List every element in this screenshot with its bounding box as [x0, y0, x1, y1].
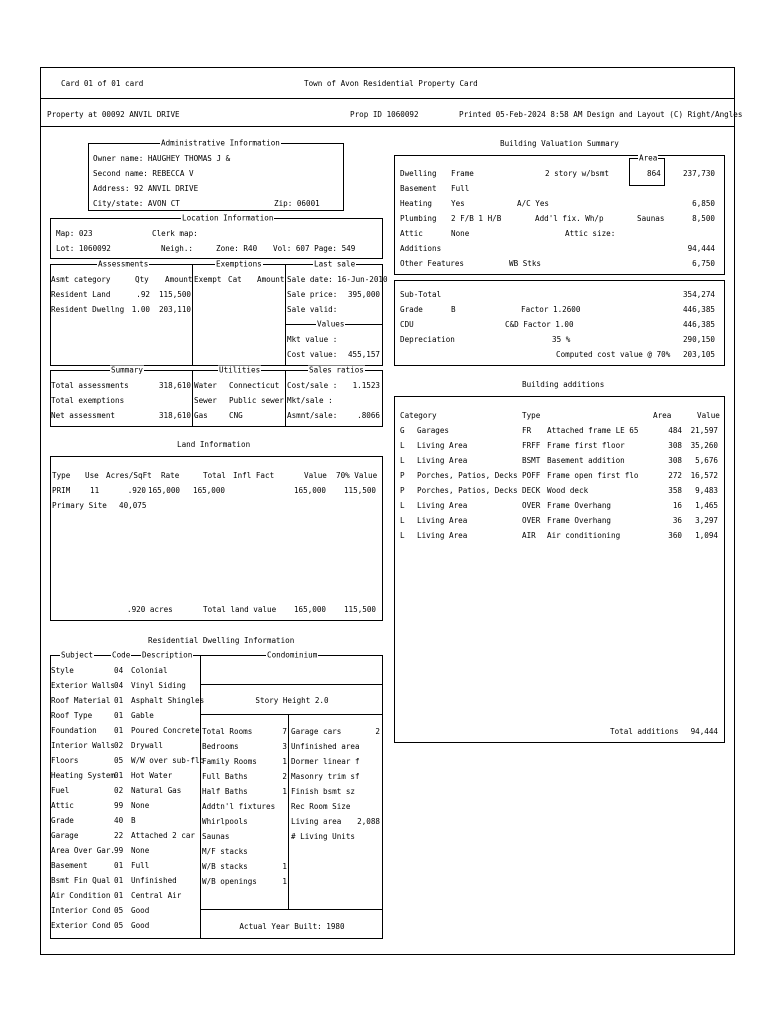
- subject-code: 04: [114, 681, 124, 690]
- sale-valid-label: Sale valid:: [287, 305, 338, 314]
- total-land-value: 165,000: [293, 605, 326, 614]
- cost-value: 455,157: [347, 350, 380, 359]
- subject-description: Natural Gas: [131, 786, 182, 795]
- subject-description: Hot Water: [131, 771, 173, 780]
- subject-code: 99: [114, 801, 124, 810]
- type-header: Type: [522, 411, 541, 420]
- sale-price-label: Sale price:: [287, 290, 338, 299]
- grade-cost: 446,385: [682, 305, 715, 314]
- valuation-description: 2 story w/bsmt: [545, 169, 610, 178]
- subject-code: 01: [114, 891, 124, 900]
- addition-category: Living Area: [417, 456, 468, 465]
- cost-sale: 1.1523: [352, 381, 380, 390]
- valuation-detail: Frame: [451, 169, 474, 178]
- addition-area: 16: [672, 501, 682, 510]
- card-number: Card 01 of 01 card: [61, 79, 144, 88]
- valuation-item: Other Features: [400, 259, 465, 268]
- addition-area: 36: [672, 516, 682, 525]
- utility-value: CNG: [229, 411, 243, 420]
- addition-value: 9,483: [695, 486, 718, 495]
- subject-header: Subject: [61, 650, 94, 660]
- mkt-sale-label: Mkt/sale :: [287, 396, 333, 405]
- room-label: Addtn'l fixtures: [202, 802, 276, 811]
- city-state: City/state: AVON CT: [93, 199, 180, 208]
- card-title: Town of Avon Residential Property Card: [304, 79, 478, 88]
- asmt-qty: 1.00: [131, 305, 150, 314]
- subject-description: Asphalt Shingles: [131, 696, 205, 705]
- land-total-header: Total: [203, 471, 226, 480]
- utility-value: Connecticut: [229, 381, 280, 390]
- addition-description: Frame Overhang: [547, 516, 612, 525]
- valuation-item: Heating: [400, 199, 433, 208]
- subject-description: None: [131, 846, 150, 855]
- land-type-header: Type: [52, 471, 71, 480]
- asmt-amount: 115,500: [158, 290, 191, 299]
- total-assessments: 318,610: [158, 381, 191, 390]
- grid-divider: [285, 370, 286, 427]
- valuation-item: Dwelling: [400, 169, 437, 178]
- subject-label: Style: [51, 666, 74, 675]
- assessments-title: Assessments: [98, 259, 149, 269]
- grid-divider: [288, 714, 289, 909]
- addition-type: DECK: [522, 486, 541, 495]
- addition-area: 484: [668, 426, 682, 435]
- land-use: 11: [90, 486, 100, 495]
- subject-label: Roof Type: [51, 711, 93, 720]
- addition-category: Porches, Patios, Decks: [417, 486, 518, 495]
- volume-page: Vol: 607 Page: 549: [273, 244, 356, 253]
- room-label: Total Rooms: [202, 727, 253, 736]
- property-address: Property at 00092 ANVIL DRIVE: [47, 110, 180, 119]
- subject-code: 05: [114, 921, 124, 930]
- total-additions-label: Total additions: [610, 727, 679, 736]
- subject-code: 01: [114, 861, 124, 870]
- land-acres-header: Acres/SqFt: [106, 471, 152, 480]
- utilities-title: Utilities: [219, 365, 261, 375]
- subject-label: Area Over Gar.: [51, 846, 116, 855]
- valuation-description: A/C Yes: [517, 199, 550, 208]
- addition-code: L: [400, 531, 405, 540]
- subject-label: Bsmt Fin Qual: [51, 876, 111, 885]
- subtotal: 354,274: [682, 290, 715, 299]
- addition-value: 21,597: [690, 426, 718, 435]
- subject-description: Unfinished: [131, 876, 177, 885]
- valuation-value: 237,730: [682, 169, 715, 178]
- subject-code: 99: [114, 846, 124, 855]
- land-value-header: Value: [304, 471, 327, 480]
- addition-description: Basement addition: [547, 456, 625, 465]
- asmt-sale: .8066: [357, 411, 380, 420]
- addition-code: L: [400, 456, 405, 465]
- valuation-value: 6,750: [692, 259, 715, 268]
- subject-description: Good: [131, 921, 150, 930]
- subject-code: 05: [114, 756, 124, 765]
- depreciation-cost: 290,150: [682, 335, 715, 344]
- land-type: PRIM: [52, 486, 71, 495]
- feature-label: Dormer linear f: [291, 757, 360, 766]
- subject-description: Central Air: [131, 891, 182, 900]
- addition-category: Living Area: [417, 441, 468, 450]
- room-label: Half Baths: [202, 787, 248, 796]
- room-label: M/F stacks: [202, 847, 248, 856]
- subject-code: 02: [114, 741, 124, 750]
- addition-value: 35,260: [690, 441, 718, 450]
- value-col-header: Value: [697, 411, 720, 420]
- values-title: Values: [317, 319, 345, 329]
- depreciation-pct: 35 %: [552, 335, 571, 344]
- room-label: Full Baths: [202, 772, 248, 781]
- header-divider: [40, 98, 735, 99]
- room-count: 1: [282, 787, 287, 796]
- sale-date: Sale date: 16-Jun-2010: [287, 275, 388, 284]
- addition-type: AIR: [522, 531, 536, 540]
- valuation-item: Attic: [400, 229, 423, 238]
- land-rate-header: Rate: [161, 471, 180, 480]
- subject-code: 40: [114, 816, 124, 825]
- total-land-label: Total land value: [203, 605, 277, 614]
- additions-title: Building additions: [522, 380, 605, 389]
- addition-code: P: [400, 486, 405, 495]
- asmt-amount-header: Amount: [165, 275, 193, 284]
- total-land-70: 115,500: [343, 605, 376, 614]
- subject-label: Roof Material: [51, 696, 111, 705]
- total-additions: 94,444: [690, 727, 718, 736]
- addition-code: P: [400, 471, 405, 480]
- valuation-item: Basement: [400, 184, 437, 193]
- cdu-label: CDU: [400, 320, 414, 329]
- valuation-area: Saunas: [637, 214, 665, 223]
- owner-address: Address: 92 ANVIL DRIVE: [93, 184, 199, 193]
- subject-label: Air Condition: [51, 891, 111, 900]
- addition-area: 308: [668, 456, 682, 465]
- location-title: Location Information: [182, 213, 274, 223]
- total-acres: .920 acres: [127, 605, 173, 614]
- land-value: 165,000: [293, 486, 326, 495]
- subject-label: Grade: [51, 816, 74, 825]
- valuation-detail: 2 F/B 1 H/B: [451, 214, 502, 223]
- land-title: Land Information: [177, 440, 251, 449]
- addition-value: 3,297: [695, 516, 718, 525]
- sales-ratios-title: Sales ratios: [309, 365, 364, 375]
- sale-price: 395,000: [347, 290, 380, 299]
- land-70-header: 70% Value: [336, 471, 378, 480]
- room-count: 2: [282, 772, 287, 781]
- subject-code: 05: [114, 906, 124, 915]
- addition-category: Living Area: [417, 516, 468, 525]
- addition-type: OVER: [522, 501, 541, 510]
- grade-value: B: [451, 305, 456, 314]
- total-exemptions-label: Total exemptions: [51, 396, 125, 405]
- asmt-qty-header: Qty: [135, 275, 149, 284]
- valuation-description: Add'l fix. Wh/p: [535, 214, 604, 223]
- addition-description: Attached frame LE 65: [547, 426, 639, 435]
- valuation-title: Building Valuation Summary: [500, 139, 619, 148]
- neighborhood: Neigh.:: [161, 244, 194, 253]
- addition-type: FRFF: [522, 441, 541, 450]
- addition-code: G: [400, 426, 405, 435]
- valuation-detail: None: [451, 229, 470, 238]
- addition-description: Frame Overhang: [547, 501, 612, 510]
- feature-label: Garage cars: [291, 727, 342, 736]
- subject-description: Colonial: [131, 666, 168, 675]
- asmt-amount: 203,110: [158, 305, 191, 314]
- land-use-header: Use: [85, 471, 99, 480]
- residential-title: Residential Dwelling Information: [148, 636, 295, 645]
- addition-category: Living Area: [417, 531, 468, 540]
- grade-label: Grade: [400, 305, 423, 314]
- exempt-amount-header: Amount: [257, 275, 285, 284]
- cost-value-label: Cost value:: [287, 350, 338, 359]
- addition-area: 360: [668, 531, 682, 540]
- depreciation-label: Depreciation: [400, 335, 455, 344]
- addition-category: Living Area: [417, 501, 468, 510]
- addition-category: Porches, Patios, Decks: [417, 471, 518, 480]
- subject-label: Floors: [51, 756, 79, 765]
- subject-code: 01: [114, 711, 124, 720]
- subject-code: 22: [114, 831, 124, 840]
- asmt-qty: .92: [136, 290, 150, 299]
- addition-description: Air conditioning: [547, 531, 621, 540]
- addition-code: L: [400, 501, 405, 510]
- subject-description: None: [131, 801, 150, 810]
- land-70-value: 115,500: [343, 486, 376, 495]
- primary-site-value: 40,075: [119, 501, 147, 510]
- area-header: Area: [639, 153, 658, 163]
- subject-code: 02: [114, 786, 124, 795]
- valuation-area: 864: [647, 169, 661, 178]
- addition-type: POFF: [522, 471, 541, 480]
- addition-code: L: [400, 516, 405, 525]
- subject-label: Interior Walls: [51, 741, 116, 750]
- cdu-cost: 446,385: [682, 320, 715, 329]
- addition-type: OVER: [522, 516, 541, 525]
- valuation-description: WB Stks: [509, 259, 542, 268]
- admin-title: Administrative Information: [161, 138, 280, 148]
- subject-label: Basement: [51, 861, 88, 870]
- description-header: Description: [142, 650, 193, 660]
- subject-label: Attic: [51, 801, 74, 810]
- addition-description: Wood deck: [547, 486, 589, 495]
- feature-label: Rec Room Size: [291, 802, 351, 811]
- utility-type: Water: [194, 381, 217, 390]
- subtotal-label: Sub-Total: [400, 290, 442, 299]
- subject-code: 01: [114, 726, 124, 735]
- grid-divider: [201, 684, 383, 685]
- land-infl-header: Infl Fact: [233, 471, 275, 480]
- cost-sale-label: Cost/sale :: [287, 381, 338, 390]
- subject-code: 01: [114, 876, 124, 885]
- addition-code: L: [400, 441, 405, 450]
- room-count: 1: [282, 757, 287, 766]
- subject-description: Full: [131, 861, 150, 870]
- subject-code: 01: [114, 771, 124, 780]
- valuation-value: 6,850: [692, 199, 715, 208]
- second-name: Second name: REBECCA V: [93, 169, 194, 178]
- mkt-value-label: Mkt value :: [287, 335, 338, 344]
- feature-label: Living area: [291, 817, 342, 826]
- room-count: 1: [282, 877, 287, 886]
- room-label: W/B stacks: [202, 862, 248, 871]
- subject-description: Drywall: [131, 741, 164, 750]
- addition-category: Garages: [417, 426, 450, 435]
- asmt-category: Resident Land: [51, 290, 111, 299]
- addition-description: Frame open first flo: [547, 471, 639, 480]
- clerk-map: Clerk map:: [152, 229, 198, 238]
- utility-type: Gas: [194, 411, 208, 420]
- room-label: Saunas: [202, 832, 230, 841]
- valuation-value: 8,500: [692, 214, 715, 223]
- grid-divider: [201, 909, 383, 910]
- lot-number: Lot: 1060092: [56, 244, 111, 253]
- valuation-item: Plumbing: [400, 214, 437, 223]
- condominium-header: Condominium: [267, 650, 318, 660]
- subject-label: Exterior Cond: [51, 921, 111, 930]
- addition-value: 5,676: [695, 456, 718, 465]
- grade-factor: Factor 1.2600: [521, 305, 581, 314]
- feature-label: Masonry trim sf: [291, 772, 360, 781]
- subject-code: 01: [114, 696, 124, 705]
- subject-code: 04: [114, 666, 124, 675]
- net-assessment-label: Net assessment: [51, 411, 116, 420]
- room-label: Bedrooms: [202, 742, 239, 751]
- printed-date: Printed 05-Feb-2024 8:58 AM Design and Layout (C) Right/Angles: [459, 110, 743, 119]
- room-count: 1: [282, 862, 287, 871]
- primary-site-label: Primary Site: [52, 501, 107, 510]
- zone: Zone: R40: [216, 244, 258, 253]
- summary-title: Summary: [111, 365, 144, 375]
- addition-type: BSMT: [522, 456, 541, 465]
- code-header: Code: [112, 650, 131, 660]
- subject-label: Garage: [51, 831, 79, 840]
- zip-code: Zip: 06001: [274, 199, 320, 208]
- subject-label: Heating System: [51, 771, 116, 780]
- feature-label: Finish bsmt sz: [291, 787, 356, 796]
- valuation-item: Additions: [400, 244, 442, 253]
- feature-label: # Living Units: [291, 832, 356, 841]
- utility-type: Sewer: [194, 396, 217, 405]
- room-label: Family Rooms: [202, 757, 257, 766]
- asmt-category: Resident Dwellng: [51, 305, 125, 314]
- room-count: 7: [282, 727, 287, 736]
- valuation-description: Attic size:: [565, 229, 616, 238]
- prop-id: Prop ID 1060092: [350, 110, 419, 119]
- land-rate: 165,000: [148, 486, 181, 495]
- addition-description: Frame first floor: [547, 441, 625, 450]
- total-assessments-label: Total assessments: [51, 381, 129, 390]
- grid-divider: [285, 264, 286, 366]
- grid-divider: [192, 370, 193, 427]
- subject-description: W/W over sub-flo: [131, 756, 205, 765]
- last-sale-title: Last sale: [314, 259, 356, 269]
- map-number: Map: 023: [56, 229, 93, 238]
- subject-description: Gable: [131, 711, 154, 720]
- feature-value: 2,088: [357, 817, 380, 826]
- valuation-detail: Yes: [451, 199, 465, 208]
- addition-value: 16,572: [690, 471, 718, 480]
- subject-label: Interior Cond: [51, 906, 111, 915]
- computed-label: Computed cost value @ 70%: [556, 350, 671, 359]
- utility-value: Public sewer: [229, 396, 284, 405]
- asmt-category-header: Asmt category: [51, 275, 111, 284]
- grid-divider: [201, 714, 383, 715]
- land-total: 165,000: [193, 486, 226, 495]
- valuation-detail: Full: [451, 184, 470, 193]
- subject-description: Poured Concrete: [131, 726, 200, 735]
- room-label: W/B openings: [202, 877, 257, 886]
- exempt-header: Exempt: [194, 275, 222, 284]
- addition-area: 272: [668, 471, 682, 480]
- year-built: Actual Year Built: 1980: [239, 922, 345, 931]
- land-acres: .920: [127, 486, 146, 495]
- subject-label: Foundation: [51, 726, 97, 735]
- subject-description: Good: [131, 906, 150, 915]
- feature-label: Unfinished area: [291, 742, 360, 751]
- story-height: Story Height 2.0: [255, 696, 329, 705]
- net-assessment: 318,610: [158, 411, 191, 420]
- subject-description: B: [131, 816, 136, 825]
- addition-area: 308: [668, 441, 682, 450]
- addition-value: 1,465: [695, 501, 718, 510]
- exempt-cat-header: Cat: [228, 275, 242, 284]
- room-count: 3: [282, 742, 287, 751]
- category-header: Category: [400, 411, 437, 420]
- cd-factor: C&D Factor 1.00: [505, 320, 574, 329]
- subject-description: Attached 2 car: [131, 831, 196, 840]
- addition-value: 1,094: [695, 531, 718, 540]
- owner-name: Owner name: HAUGHEY THOMAS J &: [93, 154, 231, 163]
- land-section: [50, 456, 383, 621]
- computed-cost: 203,105: [682, 350, 715, 359]
- asmt-sale-label: Asmnt/sale:: [287, 411, 338, 420]
- header-divider: [40, 126, 735, 127]
- subject-description: Vinyl Siding: [131, 681, 186, 690]
- room-label: Whirlpools: [202, 817, 248, 826]
- valuation-value: 94,444: [687, 244, 715, 253]
- subject-label: Exterior Walls: [51, 681, 116, 690]
- area-col-header: Area: [653, 411, 672, 420]
- addition-area: 358: [668, 486, 682, 495]
- feature-value: 2: [375, 727, 380, 736]
- subject-label: Fuel: [51, 786, 70, 795]
- addition-type: FR: [522, 426, 532, 435]
- exemptions-title: Exemptions: [216, 259, 262, 269]
